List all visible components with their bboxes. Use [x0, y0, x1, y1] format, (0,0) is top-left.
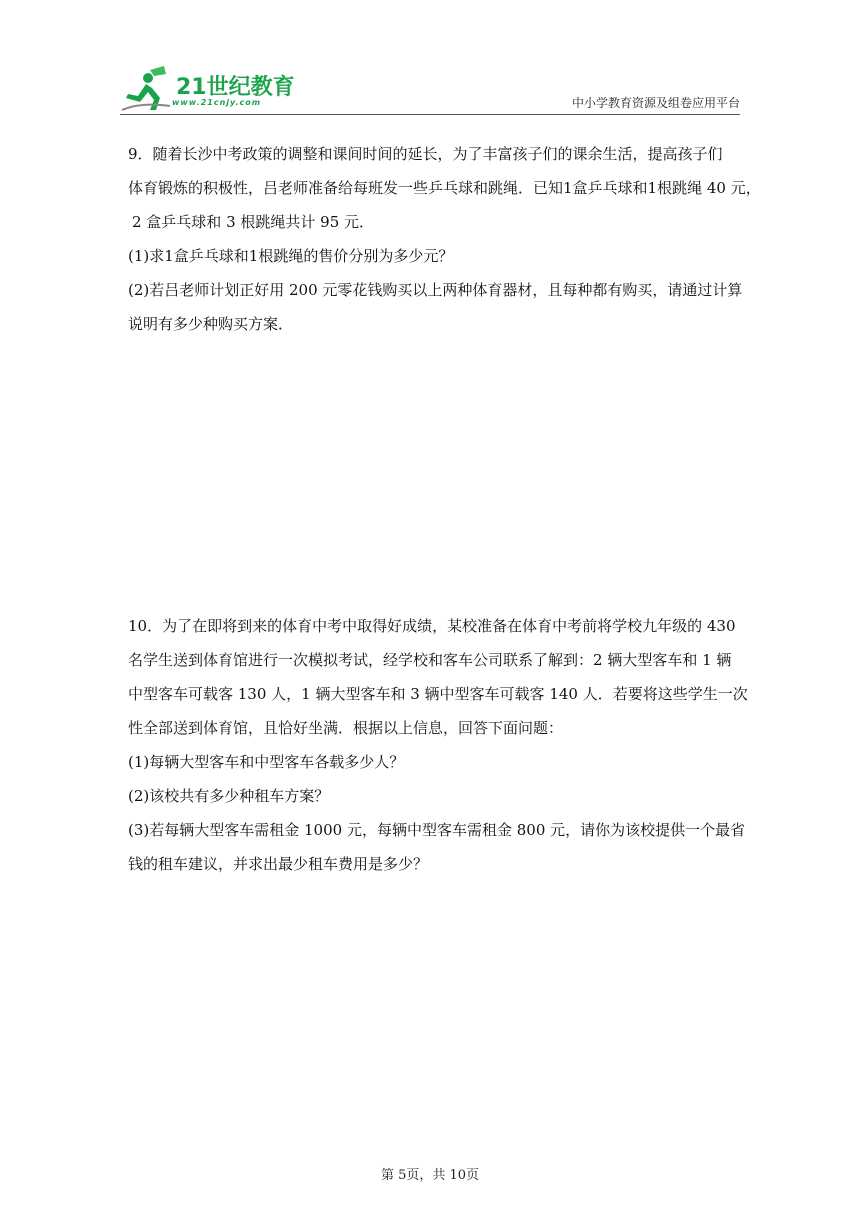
platform-title: 中小学教育资源及组卷应用平台: [571, 96, 740, 110]
page-number: 第 5页，共 10页: [380, 1168, 480, 1183]
logo-url: www.21cnjy.com: [172, 98, 262, 107]
question-10-line: 中型客车可载客 130 人，1 辆大型客车和 3 辆中型客车可载客 140 人．若要将这些学生一次: [128, 685, 748, 703]
question-10-part-2: (2)该校共有多少种租车方案？: [128, 787, 330, 805]
question-10-line: 性全部送到体育馆，且恰好坐满．根据以上信息，回答下面问题：: [128, 719, 564, 737]
logo: [120, 64, 300, 120]
question-10: [128, 609, 748, 881]
header-divider: [120, 114, 740, 115]
question-9-line: 体育锻炼的积极性，吕老师准备给每班发一些乒乓球和跳绳．已知1盒乒乓球和1根跳绳 40 元，: [128, 179, 761, 197]
question-9-part-2: (2)若吕老师计划正好用 200 元零花钱购买以上两种体育器材，且每种都有购买，请通过计算: [128, 281, 743, 299]
page-header: [120, 64, 740, 120]
question-10-part-3: (3)若每辆大型客车需租金 1000 元，每辆中型客车需租金 800 元，请你为该校提供一个最省: [128, 821, 746, 839]
question-10-line: 10．为了在即将到来的体育中考中取得好成绩，某校准备在体育中考前将学校九年级的 430: [128, 617, 736, 635]
question-9-line: 2 盒乒乓球和 3 根跳绳共计 95 元．: [132, 213, 375, 231]
question-9: [128, 137, 761, 341]
question-10-part-1: (1)每辆大型客车和中型客车各载多少人？: [128, 753, 405, 771]
question-10-line: 名学生送到体育馆进行一次模拟考试，经学校和客车公司联系了解到：2 辆大型客车和 1 辆: [128, 651, 732, 669]
question-9-line: 说明有多少种购买方案．: [128, 315, 294, 333]
runner-logo-icon: [120, 64, 180, 116]
question-9-part-1: (1)求1盒乒乓球和1根跳绳的售价分别为多少元？: [128, 247, 454, 265]
question-9-line: 9．随着长沙中考政策的调整和课间时间的延长，为了丰富孩子们的课余生活，提高孩子们: [128, 145, 723, 163]
logo-text: 21世纪教育: [176, 75, 295, 100]
question-10-line: 钱的租车建议，并求出最少租车费用是多少？: [128, 855, 429, 873]
